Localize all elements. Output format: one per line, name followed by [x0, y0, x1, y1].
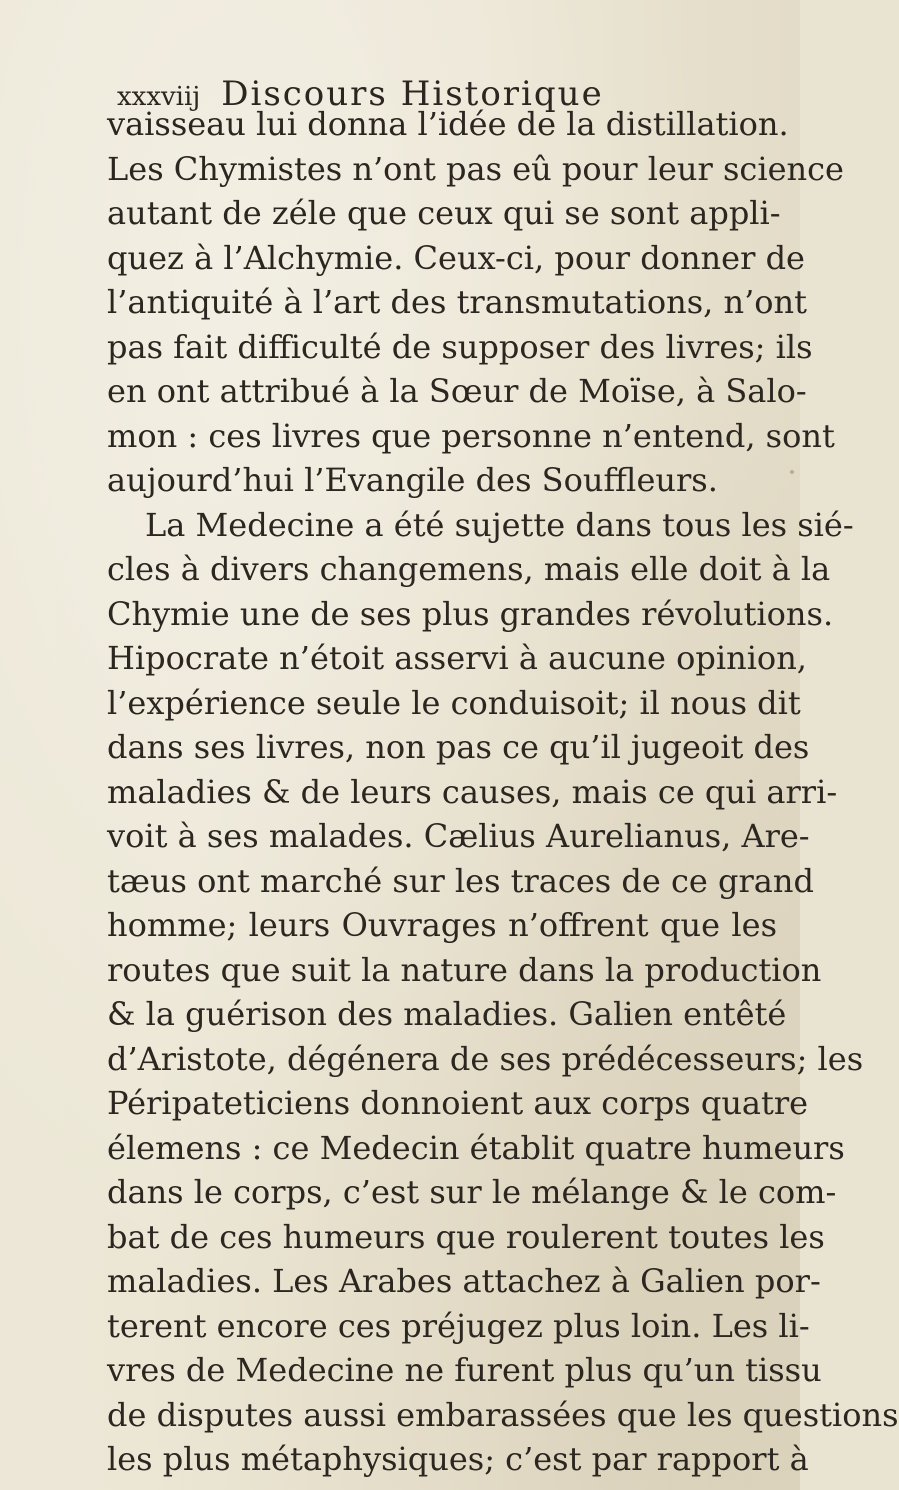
text-line: autant de zéle que ceux qui se sont appli-	[107, 194, 781, 232]
text-line: routes que suit la nature dans la production	[107, 950, 822, 989]
text-line: dans ses livres, non pas ce qu’il jugeoit des	[107, 728, 810, 766]
text-line: vres de Medecine ne furent plus qu’un tissu	[107, 1351, 822, 1389]
text-line: les plus métaphysiques; c’est par rapport à	[107, 1440, 809, 1478]
text-line: voit à ses malades. Cælius Aurelianus, Are-	[107, 817, 810, 855]
text-line: l’expérience seule le conduisoit; il nous dit	[107, 683, 801, 722]
text-line: élemens : ce Medecin établit quatre humeurs	[107, 1128, 845, 1167]
paragraph-start-line: La Medecine a été sujette dans tous les sié-	[145, 505, 854, 544]
text-line: d’Aristote, dégénera de ses prédécesseurs; les	[107, 1039, 864, 1078]
text-line: pas fait difficulté de supposer des livres; ils	[107, 327, 813, 366]
text-line: mon : ces livres que personne n’entend, sont	[107, 416, 835, 455]
text-line: bat de ces humeurs que roulerent toutes les	[107, 1217, 825, 1256]
text-line: dans le corps, c’est sur le mélange & le com-	[107, 1173, 837, 1211]
paper-speck	[790, 470, 794, 474]
text-line: homme; leurs Ouvrages n’offrent que les	[107, 906, 777, 944]
text-line: quez à l’Alchymie. Ceux-ci, pour donner de	[107, 238, 805, 277]
text-line: Hipocrate n’étoit asservi à aucune opinion,	[107, 639, 807, 677]
text-line: vaisseau lui donna l’idée de la distillation.	[107, 105, 789, 143]
text-line: maladies & de leurs causes, mais ce qui arri-	[107, 772, 838, 811]
running-head: Discours Historique	[221, 74, 604, 114]
text-line: terent encore ces préjugez plus loin. Les li-	[107, 1306, 810, 1345]
text-line: en ont attribué à la Sœur de Moïse, à Salo-	[107, 372, 807, 410]
text-line: tæus ont marché sur les traces de ce grand	[107, 861, 814, 900]
page-number: xxxviij	[117, 82, 201, 112]
text-line: Chymie une de ses plus grandes révolutions.	[107, 594, 834, 633]
text-line: & la guérison des maladies. Galien entêté	[107, 995, 787, 1033]
text-line: Les Chymistes n’ont pas eû pour leur science	[107, 149, 844, 188]
text-line: aujourd’hui l’Evangile des Souffleurs.	[107, 461, 718, 499]
text-line: cles à divers changemens, mais elle doit à la	[107, 550, 831, 588]
body-text	[107, 102, 899, 1482]
text-line: maladies. Les Arabes attachez à Galien por-	[107, 1262, 821, 1300]
text-line: de disputes aussi embarassées que les questions	[107, 1395, 899, 1434]
text-line: l’antiquité à l’art des transmutations, n’ont	[107, 283, 807, 321]
text-line: Péripateticiens donnoient aux corps quatre	[107, 1084, 809, 1122]
